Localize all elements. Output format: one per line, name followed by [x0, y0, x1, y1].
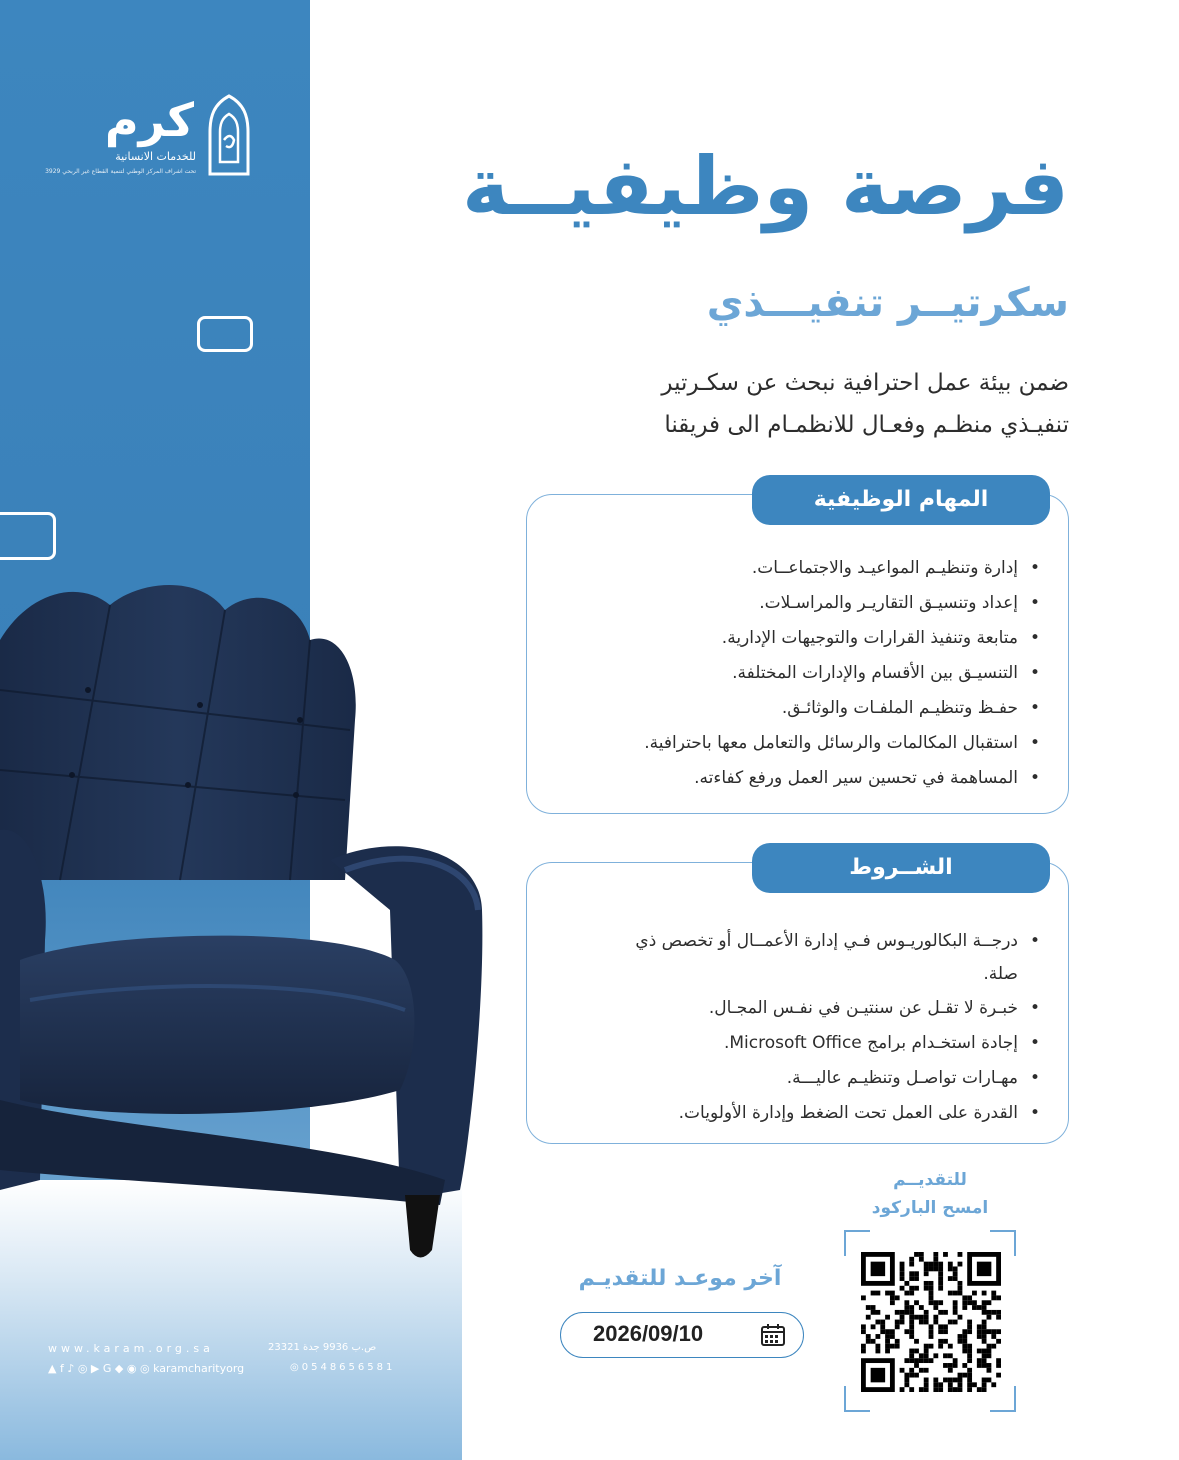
- qr-label-line: للتقديــم: [893, 1170, 967, 1190]
- decorative-frame: [197, 316, 253, 352]
- phone-number[interactable]: 0548656581: [301, 1362, 396, 1373]
- qr-label: [860, 1166, 1000, 1222]
- footer-website[interactable]: www.karam.org.sa: [48, 1342, 214, 1355]
- requirements-section: [526, 855, 1069, 1144]
- list-item: • المساهمة في تحسين سير العمل ورفع كفاءته.: [547, 761, 1018, 796]
- intro-line: ضمن بيئة عمل احترافية نبحث عن سكـرتير: [661, 370, 1069, 396]
- calendar-icon: [761, 1323, 787, 1347]
- list-item: • مهـارات تواصـل وتنظيـم عاليـــة.: [547, 1061, 1018, 1096]
- deadline-label: آخر موعـد للتقديـم: [578, 1266, 782, 1291]
- logo-mark-icon: [204, 92, 254, 182]
- brand-tagline: للخدمات الانسانية: [115, 150, 196, 163]
- list-item: • استقبال المكالمات والرسائل والتعامل معها باحترافية.: [547, 726, 1018, 761]
- deadline-date: 2026/09/10: [593, 1321, 704, 1346]
- list-item: • متابعة وتنفيذ القرارات والتوجيهات الإدارية.: [547, 621, 1018, 656]
- social-icons: ▲ f ♪ ◎ ▶ G ◆ ◉ ◎: [48, 1362, 154, 1375]
- tasks-heading: المهام الوظيفية: [752, 475, 1050, 525]
- footer-po-box: ص.ب 9936 جدة 23321: [268, 1342, 377, 1353]
- whatsapp-icon: ◎: [290, 1362, 302, 1373]
- list-item: • حفـظ وتنظيـم الملفـات والوثائـق.: [547, 691, 1018, 726]
- brand-logo: [45, 92, 262, 192]
- footer-social-handle: [48, 1362, 244, 1375]
- job-position: سكرتيــر تنفيـــذي: [706, 280, 1069, 326]
- qr-code-frame[interactable]: [844, 1230, 1016, 1412]
- tasks-list: [547, 551, 1018, 796]
- brand-registration: تحت اشراف المركز الوطني لتنمية القطاع غير الربحي 3929: [45, 168, 196, 175]
- list-item: • التنسيـق بين الأقسام والإدارات المختلفة.: [547, 656, 1018, 691]
- list-item: • إعداد وتنسيـق التقاريـر والمراسـلات.: [547, 586, 1018, 621]
- qr-code-icon[interactable]: [861, 1252, 1001, 1392]
- list-item: • خبـرة لا تقـل عن سنتيـن في نفـس المجـال.: [547, 991, 1018, 1026]
- list-item: • إجادة استخـدام برامج Microsoft Office.: [547, 1026, 1018, 1061]
- requirements-list: [547, 925, 1018, 1131]
- deadline-badge: [560, 1312, 804, 1358]
- footer-phone: [290, 1362, 395, 1373]
- list-item: • القدرة على العمل تحت الضغط وإدارة الأولويات.: [547, 1096, 1018, 1131]
- qr-label-line: امسح الباركود: [871, 1198, 989, 1218]
- list-item: • إدارة وتنظيـم المواعيـد والاجتماعــات.: [547, 551, 1018, 586]
- intro-line: تنفيـذي منظـم وفعـال للانظمـام الى فريقنا: [664, 412, 1069, 438]
- list-item: • درجــة البكالوريـوس فـي إدارة الأعمــال أو تخصص ذي صلة.: [547, 925, 1018, 991]
- tasks-section: [526, 487, 1069, 814]
- page-title: فرصة وظيفيــة: [462, 140, 1069, 233]
- social-handle[interactable]: karamcharityorg: [153, 1362, 245, 1375]
- intro-text: [509, 362, 1069, 446]
- decorative-frame: [0, 512, 56, 560]
- armchair-image: [0, 580, 490, 1280]
- requirements-heading: الشــروط: [752, 843, 1050, 893]
- brand-name: كرم: [104, 93, 194, 147]
